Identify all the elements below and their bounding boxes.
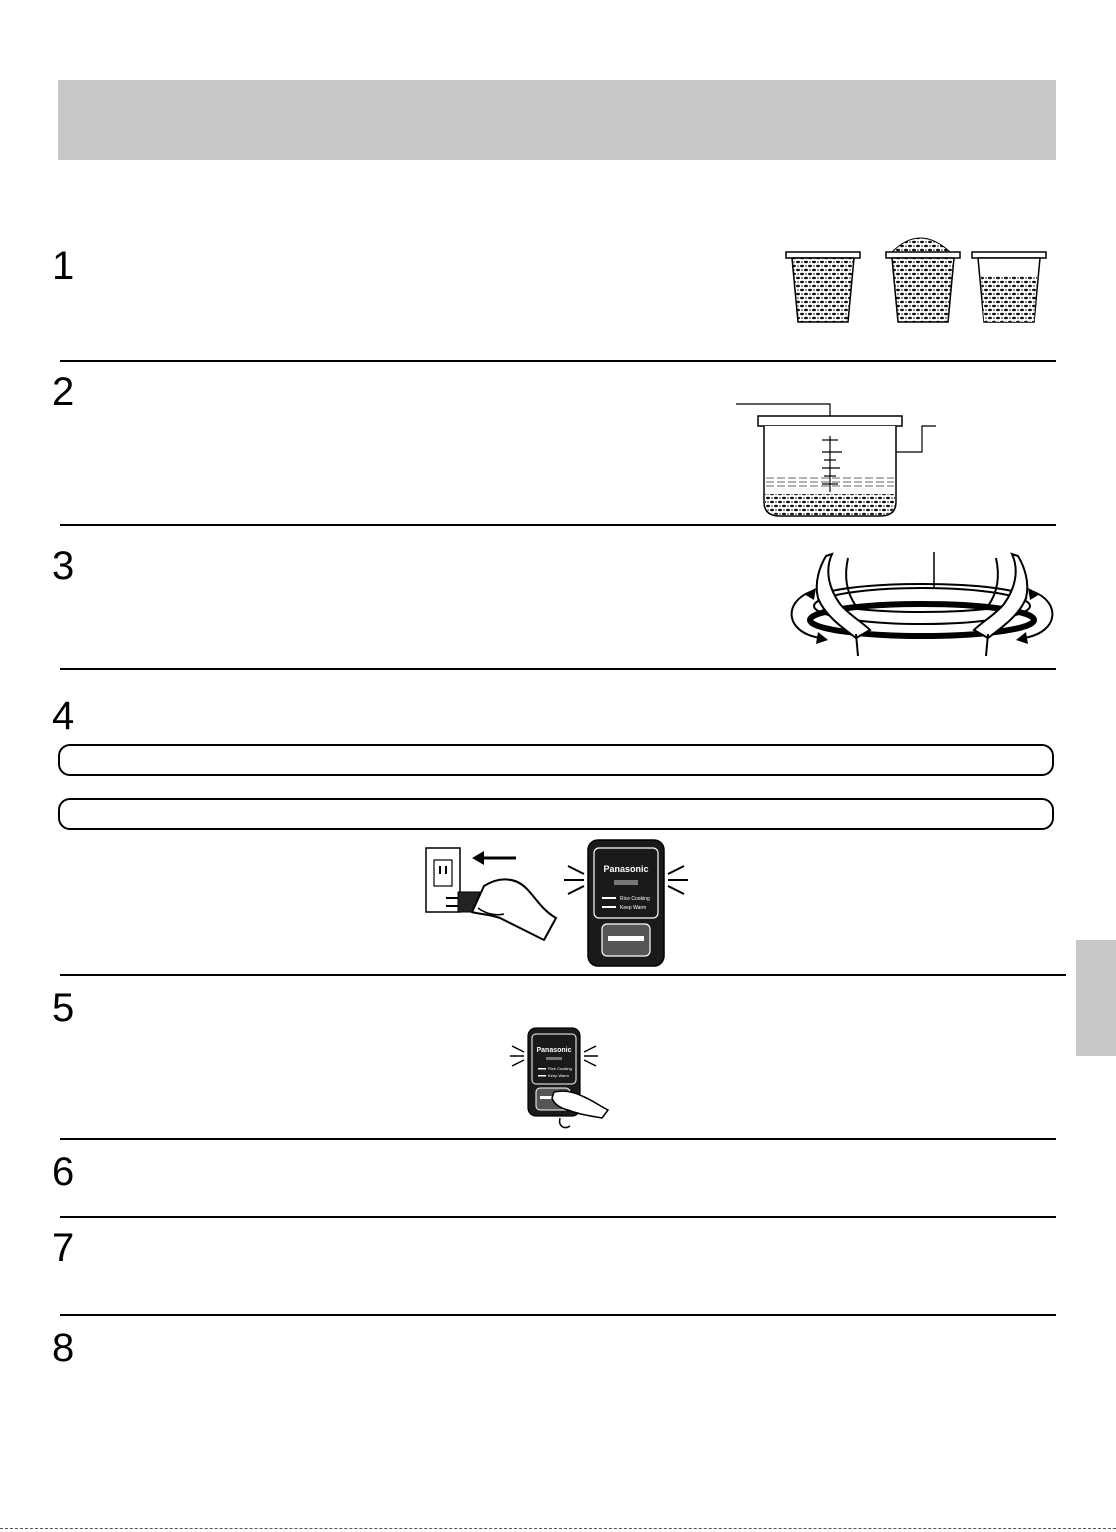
step-number-5: 5 (52, 986, 75, 1030)
step-number-6: 6 (52, 1150, 75, 1194)
side-index-tab (1076, 940, 1116, 1056)
plug-in-illustration (416, 838, 566, 948)
step-number-8: 8 (52, 1326, 75, 1370)
control-panel-illustration (560, 838, 690, 968)
measuring-cups-illustration (780, 228, 1060, 328)
step-number-7: 7 (52, 1226, 75, 1270)
page-bottom-edge (0, 1528, 1116, 1529)
panel-brand-label-small: Panasonic (536, 1047, 572, 1054)
panel-brand-label: Panasonic (603, 864, 649, 874)
start-button-press-illustration (508, 1026, 612, 1134)
rice-cooking-indicator-label-small: Rice Cooking (548, 1066, 572, 1071)
inner-pot-water-level-illustration (730, 396, 950, 522)
divider-3 (60, 668, 1056, 670)
pot-rotate-illustration (784, 548, 1060, 662)
header-band (58, 80, 1056, 160)
step-number-1: 1 (52, 244, 75, 288)
divider-1 (60, 360, 1056, 362)
divider-7 (60, 1314, 1056, 1316)
step-number-3: 3 (52, 544, 75, 588)
note-box-1 (58, 744, 1054, 776)
step-number-2: 2 (52, 370, 75, 414)
note-box-2 (58, 798, 1054, 830)
keep-warm-indicator-label: Keep Warm (620, 905, 647, 911)
step-number-4: 4 (52, 694, 75, 738)
divider-5 (60, 1138, 1056, 1140)
keep-warm-indicator-label-small: Keep Warm (548, 1073, 569, 1078)
rice-cooking-indicator-label: Rice Cooking (620, 896, 650, 902)
divider-2 (60, 524, 1056, 526)
divider-4 (60, 974, 1066, 976)
divider-6 (60, 1216, 1056, 1218)
